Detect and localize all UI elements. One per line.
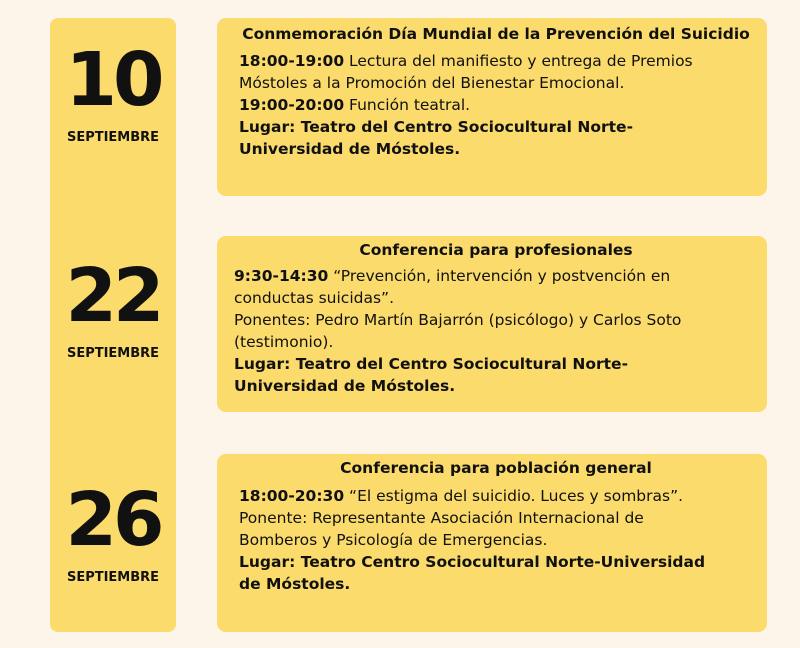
event-speakers: Ponentes: Pedro Martín Bajarrón (psicólogo) y Carlos Soto <box>234 311 682 329</box>
date-month: SEPTIEMBRE <box>66 570 160 585</box>
event-line <box>239 485 767 507</box>
event-speakers: Bomberos y Psicología de Emergencias. <box>239 531 548 549</box>
event-line <box>239 50 767 72</box>
event-location: Lugar: Teatro Centro Sociocultural Norte-Universidad <box>239 553 706 571</box>
event-body <box>217 485 767 595</box>
event-location: de Móstoles. <box>239 575 351 593</box>
event-time: 18:00-19:00 <box>239 52 345 70</box>
date-day: 26 <box>65 477 161 563</box>
event-time: 9:30-14:30 <box>234 267 329 285</box>
event-location: Universidad de Móstoles. <box>239 140 461 158</box>
event-location: Lugar: Teatro del Centro Sociocultural Norte- <box>239 118 634 136</box>
event-time: 18:00-20:30 <box>239 487 345 505</box>
event-location: Lugar: Teatro del Centro Sociocultural Norte- <box>234 355 629 373</box>
event-line <box>234 265 767 287</box>
event-title: Conferencia para población general <box>340 459 652 477</box>
event-description: Móstoles a la Promoción del Bienestar Emocional. <box>239 74 625 92</box>
date-block <box>50 477 176 585</box>
event-speakers: Ponente: Representante Asociación Internacional de <box>239 509 644 527</box>
event-title: Conmemoración Día Mundial de la Prevención del Suicidio <box>242 25 750 43</box>
date-block <box>50 253 176 361</box>
event-body <box>217 50 767 160</box>
event-description: “El estigma del suicidio. Luces y sombras”. <box>344 487 684 505</box>
event-card <box>217 236 767 412</box>
date-column <box>50 18 176 632</box>
event-line <box>239 94 767 116</box>
event-description: “Prevención, intervención y postvención en <box>328 267 671 285</box>
date-month: SEPTIEMBRE <box>66 346 160 361</box>
event-title: Conferencia para profesionales <box>359 241 633 259</box>
event-location: Universidad de Móstoles. <box>234 377 456 395</box>
event-speakers: (testimonio). <box>234 333 334 351</box>
event-card <box>217 454 767 632</box>
date-month: SEPTIEMBRE <box>66 130 160 145</box>
date-block <box>50 37 176 145</box>
event-description: Lectura del manifiesto y entrega de Premios <box>344 52 693 70</box>
date-day: 22 <box>65 253 161 339</box>
event-description: conductas suicidas”. <box>234 289 394 307</box>
event-card <box>217 18 767 196</box>
date-day: 10 <box>65 37 161 123</box>
event-description: Función teatral. <box>344 96 471 114</box>
event-body <box>217 265 767 397</box>
event-time: 19:00-20:00 <box>239 96 345 114</box>
